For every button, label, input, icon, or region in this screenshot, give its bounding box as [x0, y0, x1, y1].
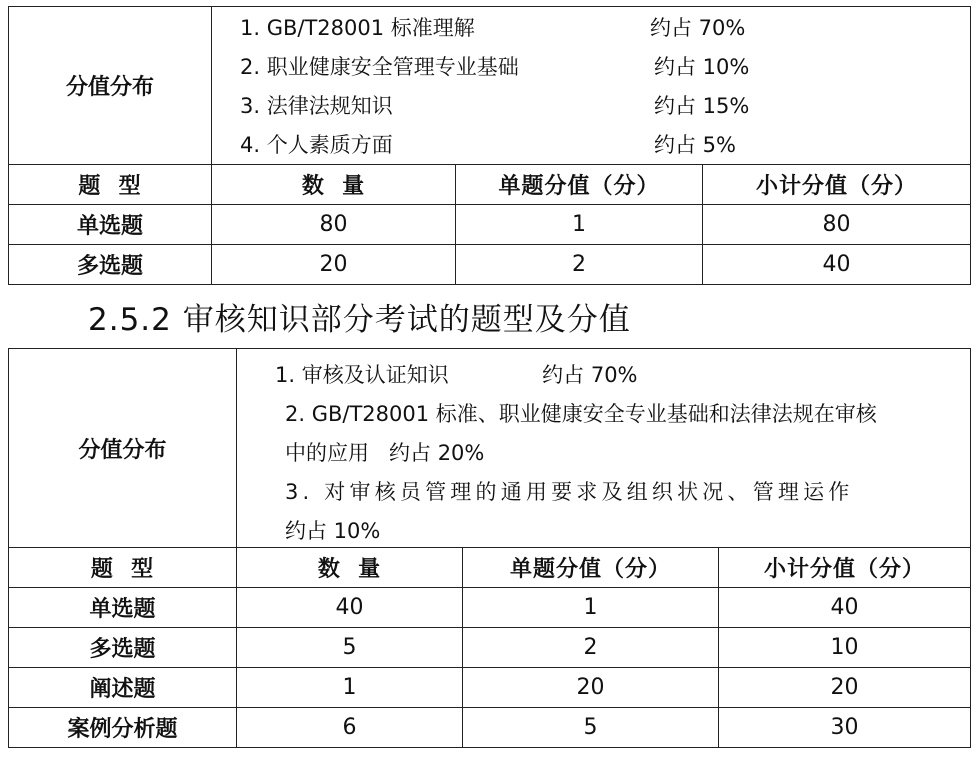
- score-table-2: [8, 348, 971, 748]
- header-type: 题 型: [9, 548, 237, 588]
- table-row: 阐述题 1 20 20: [9, 668, 971, 708]
- header-count: 数 量: [237, 548, 463, 588]
- score-distribution-label: 分值分布: [9, 7, 212, 165]
- table-row: 多选题 5 2 10: [9, 628, 971, 668]
- table-row: 多选题 20 2 40: [9, 245, 971, 285]
- dist-item: 4. 个人素质方面 约占 5%: [240, 132, 736, 157]
- dist-line: 1. 审核及认证知识 约占 70%: [275, 363, 638, 387]
- table-row: 单选题 40 1 40: [9, 588, 971, 628]
- dist-line: 3. 对审核员管理的通用要求及组织状况、管理运作: [285, 480, 854, 504]
- dist-item: 3. 法律法规知识 约占 15%: [240, 93, 750, 118]
- dist-item: 2. 职业健康安全管理专业基础 约占 10%: [240, 54, 750, 79]
- section-title: 2.5.2 审核知识部分考试的题型及分值: [88, 302, 631, 338]
- header-count: 数 量: [212, 165, 456, 205]
- dist-line: 2. GB/T28001 标准、职业健康安全专业基础和法律法规在审核: [285, 402, 877, 426]
- header-type: 题 型: [9, 165, 212, 205]
- table-row: 单选题 80 1 80: [9, 205, 971, 245]
- table-header-row: [9, 548, 971, 588]
- score-table-1: [8, 6, 971, 285]
- header-unit-score: 单题分值（分）: [463, 548, 719, 588]
- table-header-row: [9, 165, 971, 205]
- header-subtotal: 小计分值（分）: [719, 548, 971, 588]
- score-distribution-label: 分值分布: [9, 349, 237, 548]
- dist-line: 中的应用 约占 20%: [285, 441, 485, 465]
- dist-item: 1. GB/T28001 标准理解 约占 70%: [240, 15, 746, 40]
- dist-line: 约占 10%: [285, 519, 381, 543]
- score-distribution-text: [237, 349, 971, 548]
- score-distribution-list: [212, 7, 971, 165]
- header-subtotal: 小计分值（分）: [703, 165, 971, 205]
- table-row: 案例分析题 6 5 30: [9, 708, 971, 748]
- header-unit-score: 单题分值（分）: [456, 165, 703, 205]
